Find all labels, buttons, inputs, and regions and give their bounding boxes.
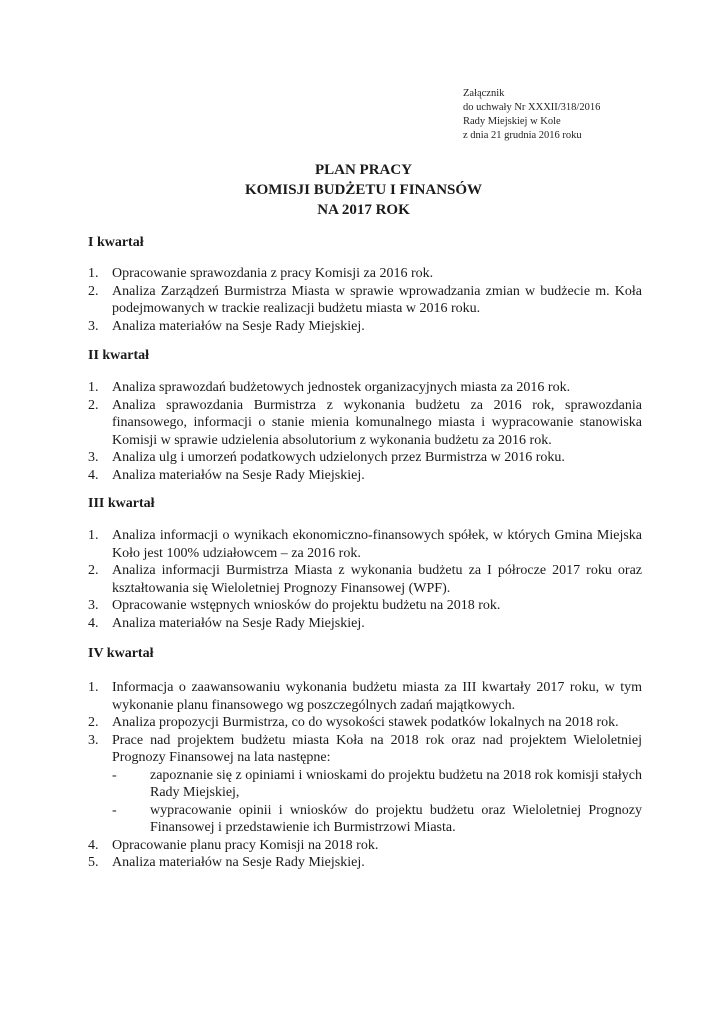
title-line: KOMISJI BUDŻETU I FINANSÓW bbox=[244, 182, 483, 198]
item-number: 2. bbox=[88, 715, 99, 730]
item-text: Analiza materiałów na Sesje Rady Miejskiej. bbox=[112, 855, 365, 870]
item-number: 4. bbox=[88, 615, 99, 631]
sub-list-item bbox=[112, 767, 642, 802]
title-line: PLAN PRACY bbox=[314, 162, 413, 178]
item-text: Informacja o zaawansowaniu wykonania budżetu miasta za III kwartały 2017 roku, w tym wykonanie planu finansowego wg poszczególnych zadań majątkowych. bbox=[112, 680, 642, 713]
title-line: NA 2017 ROK bbox=[317, 202, 410, 218]
item-text: Analiza Zarządzeń Burmistrza Miasta w sprawie wprowadzania zmian w budżecie m. Koła podejmowanych w trackie realizacji budżetu miasta w 2016 roku. bbox=[112, 283, 642, 316]
item-number: 3. bbox=[88, 318, 99, 334]
attachment-line: z dnia 21 grudnia 2016 roku bbox=[463, 130, 582, 141]
list-item bbox=[88, 379, 642, 397]
dash-marker: - bbox=[112, 802, 117, 818]
dash-marker: - bbox=[112, 767, 117, 783]
section-heading-q2: II kwartał bbox=[88, 348, 150, 363]
item-text: Prace nad projektem budżetu miasta Koła na 2018 rok oraz nad projektem Wieloletniej Prognozy Finansowej na lata następne: bbox=[112, 732, 642, 765]
attachment-line: Załącznik bbox=[463, 88, 505, 99]
item-text: Analiza sprawozdania Burmistrza z wykonania budżetu za 2016 rok, sprawozdania finansowego, informacji o stanie mienia komunalnego miasta i wypracowanie stanowiska Komisji w sprawie udzielenia absolutorium z wykonania budżetu za 2016 rok. bbox=[112, 397, 642, 448]
list-item bbox=[88, 679, 642, 714]
item-number: 4. bbox=[88, 467, 99, 483]
item-number: 4. bbox=[88, 837, 99, 853]
item-number: 1. bbox=[88, 266, 99, 281]
item-number: 1. bbox=[88, 380, 99, 395]
list-item bbox=[88, 449, 642, 467]
item-number: 5. bbox=[88, 855, 99, 870]
item-text: Analiza materiałów na Sesje Rady Miejskiej. bbox=[112, 467, 365, 483]
item-text: Analiza propozycji Burmistrza, co do wysokości stawek podatków lokalnych na 2018 rok. bbox=[112, 715, 619, 730]
item-number: 2. bbox=[88, 563, 99, 578]
attachment-note bbox=[463, 87, 600, 143]
section-heading-q1: I kwartał bbox=[88, 235, 144, 250]
item-number: 1. bbox=[88, 680, 99, 695]
item-text: Opracowanie planu pracy Komisji na 2018 rok. bbox=[112, 837, 379, 853]
item-text: Opracowanie wstępnych wniosków do projektu budżetu na 2018 rok. bbox=[112, 598, 501, 613]
section-list-q2 bbox=[88, 379, 642, 484]
list-item bbox=[88, 318, 642, 336]
section-list-q3 bbox=[88, 527, 642, 632]
list-item bbox=[88, 397, 642, 450]
list-item bbox=[88, 854, 642, 872]
list-item bbox=[88, 265, 642, 283]
sub-list-item bbox=[112, 802, 642, 837]
item-number: 3. bbox=[88, 598, 99, 613]
attachment-line: do uchwały Nr XXXII/318/2016 bbox=[463, 102, 601, 113]
sub-item-text: zapoznanie się z opiniami i wnioskami do projektu budżetu na 2018 rok komisji stałych Rady Miejskiej, bbox=[150, 767, 642, 800]
item-number: 3. bbox=[88, 732, 99, 748]
sub-item-text: wypracowanie opinii i wniosków do projektu budżetu oraz Wieloletniej Prognozy Finansowej i przedstawienie ich Burmistrzowi Miasta. bbox=[150, 802, 642, 835]
list-item bbox=[88, 837, 642, 855]
item-text: Analiza materiałów na Sesje Rady Miejskiej. bbox=[112, 318, 365, 334]
item-text: Analiza informacji Burmistrza Miasta z wykonania budżetu za I półrocze 2017 roku oraz kształtowania się Wieloletniej Prognozy Finansowej (WPF). bbox=[112, 563, 642, 596]
item-number: 1. bbox=[88, 528, 99, 543]
list-item bbox=[88, 732, 642, 837]
section-list-q1 bbox=[88, 265, 642, 335]
sub-list bbox=[112, 767, 642, 837]
item-text: Analiza sprawozdań budżetowych jednostek organizacyjnych miasta za 2016 rok. bbox=[112, 380, 571, 395]
item-number: 2. bbox=[88, 397, 99, 413]
list-item bbox=[88, 467, 642, 485]
document-title bbox=[0, 160, 727, 220]
item-number: 2. bbox=[88, 283, 99, 299]
item-text: Opracowanie sprawozdania z pracy Komisji za 2016 rok. bbox=[112, 266, 434, 281]
list-item bbox=[88, 714, 642, 732]
section-list-q4 bbox=[88, 679, 642, 872]
item-text: Analiza informacji o wynikach ekonomiczno-finansowych spółek, w których Gmina Miejska Koło jest 100% udziałowcem – za 2016 rok. bbox=[112, 528, 642, 561]
item-number: 3. bbox=[88, 450, 99, 465]
list-item bbox=[88, 615, 642, 633]
list-item bbox=[88, 562, 642, 597]
item-text: Analiza materiałów na Sesje Rady Miejskiej. bbox=[112, 615, 365, 631]
item-text: Analiza ulg i umorzeń podatkowych udzielonych przez Burmistrza w 2016 roku. bbox=[112, 450, 565, 465]
list-item bbox=[88, 283, 642, 318]
list-item bbox=[88, 527, 642, 562]
list-item bbox=[88, 597, 642, 615]
section-heading-q4: IV kwartał bbox=[88, 646, 154, 661]
attachment-line: Rady Miejskiej w Kole bbox=[463, 116, 561, 127]
section-heading-q3: III kwartał bbox=[88, 496, 155, 511]
